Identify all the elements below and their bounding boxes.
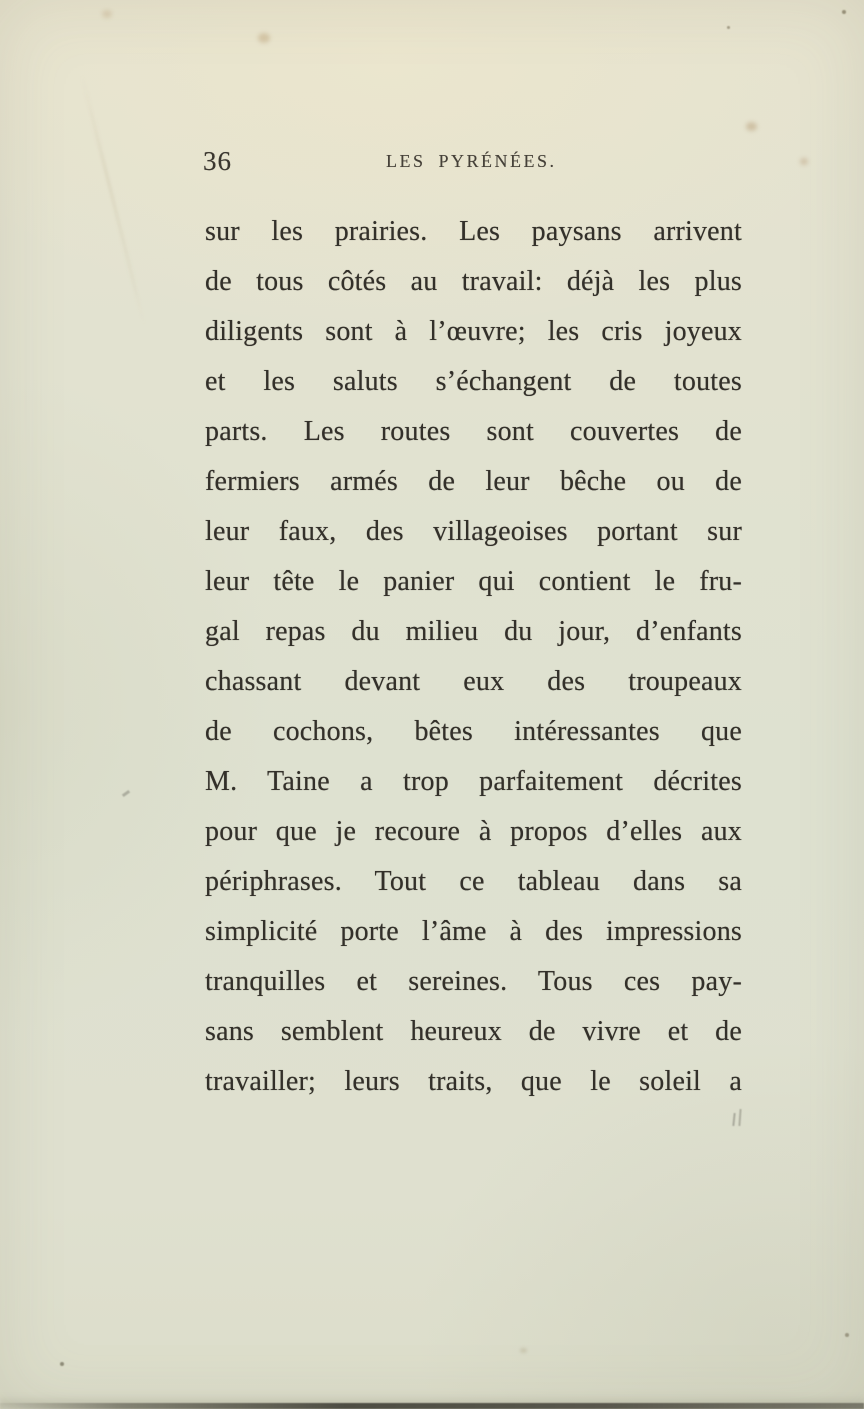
- text-line: parts. Les routes sont couvertes de: [205, 416, 742, 447]
- text-line: sans semblent heureux de vivre et de: [205, 1016, 742, 1047]
- paper-smudge: [81, 74, 146, 327]
- text-line: de tous côtés au travail: déjà les plus: [205, 266, 742, 297]
- paper-speck: [60, 1362, 64, 1366]
- text-line: fermiers armés de leur bêche ou de: [205, 466, 742, 497]
- page-number: 36: [203, 146, 232, 176]
- paper-speck: [727, 26, 730, 29]
- running-title: LES PYRÉNÉES.: [386, 151, 557, 171]
- foxing-spot: [258, 33, 270, 43]
- foxing-spot: [102, 10, 112, 18]
- paper-speck: [842, 10, 846, 14]
- text-line: pour que je recoure à propos d’elles aux: [205, 816, 742, 847]
- stray-ink-mark: [738, 1109, 741, 1126]
- text-line: périphrases. Tout ce tableau dans sa: [205, 866, 742, 897]
- foxing-spot: [800, 158, 808, 165]
- text-line: M. Taine a trop parfaitement décrites: [205, 766, 742, 797]
- text-line: gal repas du milieu du jour, d’enfants: [205, 616, 742, 647]
- text-line: leur faux, des villageoises portant sur: [205, 516, 742, 547]
- foxing-spot: [746, 122, 757, 131]
- text-line: tranquilles et sereines. Tous ces pay-: [205, 966, 742, 997]
- paper-speck: [845, 1333, 849, 1337]
- text-line: simplicité porte l’âme à des impressions: [205, 916, 742, 947]
- stray-ink-mark: [732, 1113, 735, 1126]
- text-line: travailler; leurs traits, que le soleil a: [205, 1066, 742, 1097]
- text-line: sur les prairies. Les paysans arrivent: [205, 216, 742, 247]
- paper-speck: [122, 790, 130, 797]
- text-line: chassant devant eux des troupeaux: [205, 666, 742, 697]
- text-line: diligents sont à l’œuvre; les cris joyeux: [205, 316, 742, 347]
- text-line: et les saluts s’échangent de toutes: [205, 366, 742, 397]
- text-line: leur tête le panier qui contient le fru-: [205, 566, 742, 597]
- text-line: de cochons, bêtes intéressantes que: [205, 716, 742, 747]
- paper-speck: [520, 1348, 527, 1353]
- scan-edge: [0, 1403, 864, 1409]
- body-text: [205, 207, 742, 1107]
